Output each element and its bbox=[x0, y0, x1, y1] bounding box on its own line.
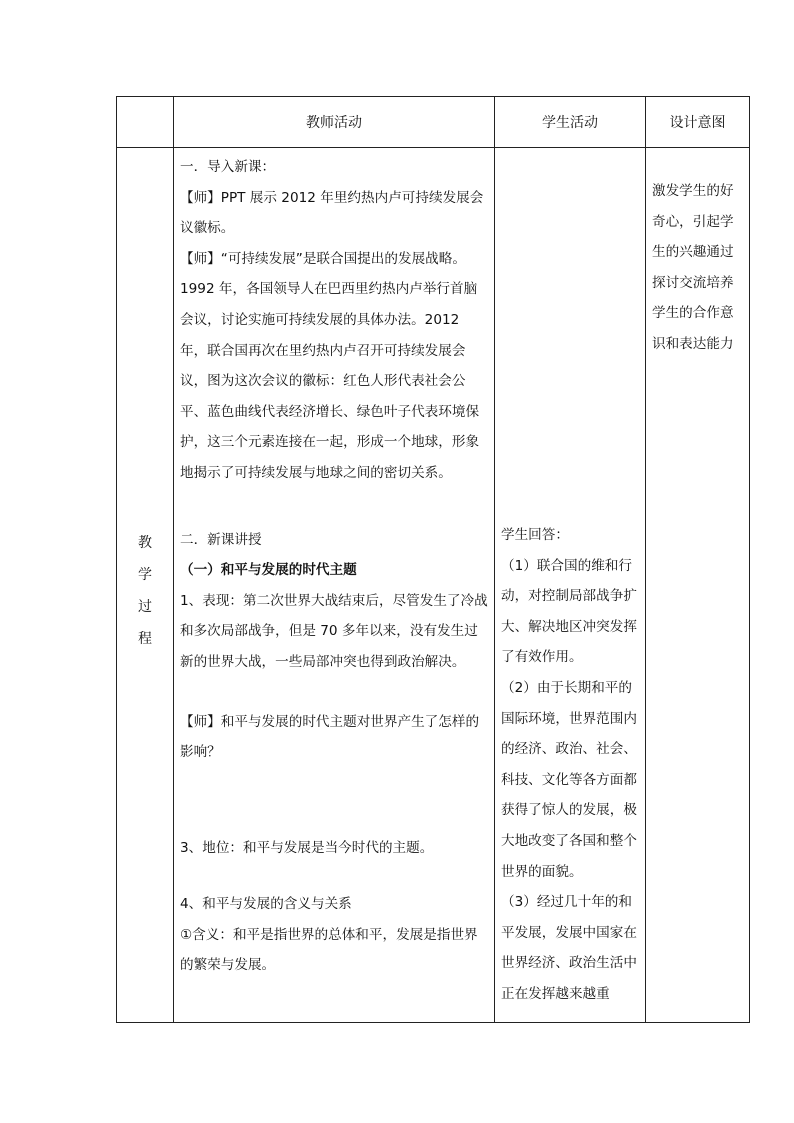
table-body-row bbox=[117, 148, 750, 1023]
teacher-intro-heading: 一．导入新课： bbox=[180, 159, 276, 175]
student-answer-1: （1）联合国的维和行动，对控制局部战争扩大、解决地区冲突发挥了有效作用。 bbox=[501, 557, 637, 666]
teacher-point-1: 1、表现：第二次世界大战结束后，尽管发生了冷战和多次局部战争，但是 70 多年以来，没有发生过新的世界大战，一些局部冲突也得到政治解决。 bbox=[180, 592, 488, 670]
teacher-intro-explanation: 【师】“可持续发展”是联合国提出的发展战略。1992 年，各国领导人在巴西里约热内卢举行首脑会议，讨论实施可持续发展的具体办法。2012 年，联合国再次在里约热内卢召开可持续发展会议，图为这次会议的徽标：红色人形代表社会公平、蓝色曲线代表经济增长、绿色叶子代表环境保护，这三个元素连接在一起，形成一个地球，形象地揭示了可持续发展与地球之间的密切关系。 bbox=[180, 250, 480, 481]
student-answer-3: （3）经过几十年的和平发展，发展中国家在世界经济、政治生活中正在发挥越来越重 bbox=[501, 894, 637, 1002]
teacher-question: 【师】和平与发展的时代主题对世界产生了怎样的影响？ bbox=[180, 713, 480, 761]
teacher-intro-ppt: 【师】PPT 展示 2012 年里约热内卢可持续发展会议徽标。 bbox=[180, 189, 484, 237]
teacher-point-4-meaning: ①含义：和平是指世界的总体和平，发展是指世界的繁荣与发展。 bbox=[180, 926, 478, 974]
teacher-point-3: 3、地位：和平与发展是当今时代的主题。 bbox=[180, 839, 434, 856]
teacher-activity-cell bbox=[174, 148, 495, 1023]
header-student-activity: 学生活动 bbox=[495, 97, 646, 148]
lesson-plan-table bbox=[116, 96, 750, 1023]
student-answer-2: （2）由于长期和平的国际环境，世界范围内的经济、政治、社会、科技、文化等各方面都获得了惊人的发展，极大地改变了各国和整个世界的面貌。 bbox=[501, 679, 637, 880]
header-empty-cell bbox=[117, 97, 174, 148]
student-activity-cell bbox=[495, 148, 646, 1023]
side-label-teaching-process: 教学过程 bbox=[138, 535, 152, 647]
design-intent-cell bbox=[646, 148, 750, 1023]
header-teacher-activity: 教师活动 bbox=[174, 97, 495, 148]
side-label-cell bbox=[117, 148, 174, 1023]
design-intent-text: 激发学生的好奇心，引起学生的兴趣通过探讨交流培养学生的合作意识和表达能力 bbox=[652, 183, 734, 352]
student-answer-heading: 学生回答： bbox=[501, 527, 569, 543]
teacher-section-title: （一）和平与发展的时代主题 bbox=[180, 562, 357, 579]
teacher-new-lesson-heading: 二．新课讲授 bbox=[180, 531, 262, 548]
teacher-point-4: 4、和平与发展的含义与关系 bbox=[180, 896, 352, 913]
header-design-intent: 设计意图 bbox=[646, 97, 750, 148]
table-header-row bbox=[117, 97, 750, 148]
